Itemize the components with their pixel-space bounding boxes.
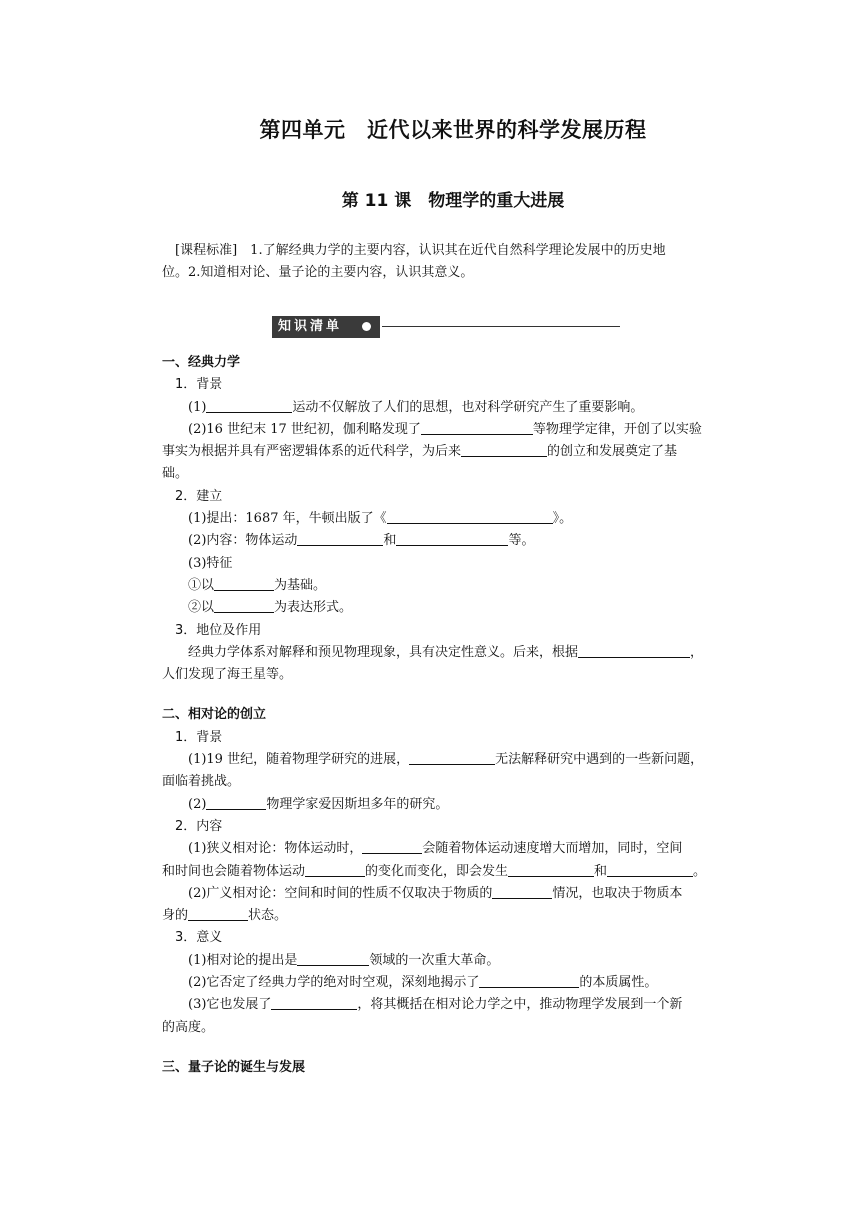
course-standard xyxy=(162,240,742,284)
paragraph: (1)狭义相对论：物体运动时， 会随着物体运动速度增大而增加，同时，空间 xyxy=(162,841,683,857)
banner-rule xyxy=(382,326,620,327)
paragraph: (1)相对论的提出是 领域的一次重大革命。 xyxy=(162,952,500,968)
paragraph: 础。 xyxy=(162,466,189,482)
paragraph: 身的 状态。 xyxy=(162,908,288,924)
paragraph: (2)广义相对论：空间和时间的性质不仅取决于物质的 情况，也取决于物质本 xyxy=(162,885,683,901)
subheading-significance: 3．意义 xyxy=(175,930,223,946)
paragraph: 面临着挑战。 xyxy=(162,774,241,790)
paragraph: (2)16 世纪末 17 世纪初，伽利略发现了 等物理学定律，开创了以实验 xyxy=(162,421,702,437)
fill-blank[interactable] xyxy=(396,531,508,546)
fill-blank[interactable] xyxy=(214,576,274,591)
fill-blank[interactable] xyxy=(409,750,495,765)
fill-blank[interactable] xyxy=(305,862,365,877)
subheading-background: 1．背景 xyxy=(175,729,223,745)
standard-label: [课程标准] xyxy=(175,243,238,258)
fill-blank[interactable] xyxy=(297,531,383,546)
subheading-content: 2．内容 xyxy=(175,818,223,834)
fill-blank[interactable] xyxy=(206,795,266,810)
paragraph: ①以 为基础。 xyxy=(162,577,327,593)
paragraph: 人们发现了海王星等。 xyxy=(162,667,293,683)
fill-blank[interactable] xyxy=(479,973,579,988)
paragraph: 事实为根据并具有严密逻辑体系的近代科学，为后来 的创立和发展奠定了基 xyxy=(162,444,678,460)
paragraph: (3)特征 xyxy=(162,555,233,571)
fill-blank[interactable] xyxy=(607,862,693,877)
standard-line-2: 位。2.知道相对论、量子论的主要内容，认识其意义。 xyxy=(162,265,474,280)
fill-blank[interactable] xyxy=(578,643,690,658)
fill-blank[interactable] xyxy=(206,398,292,413)
unit-title: 第四单元 近代以来世界的科学发展历程 xyxy=(259,118,647,142)
section-title-quantum: 三、量子论的诞生与发展 xyxy=(162,1059,306,1075)
paragraph: 经典力学体系对解释和预见物理现象，具有决定性意义。后来，根据 ， xyxy=(162,644,704,660)
paragraph: (1)19 世纪，随着物理学研究的进展， 无法解释研究中遇到的一些新问题， xyxy=(162,752,704,768)
fill-blank[interactable] xyxy=(214,598,274,613)
paragraph: (1) 运动不仅解放了人们的思想，也对科学研究产生了重要影响。 xyxy=(162,399,644,415)
fill-blank[interactable] xyxy=(492,884,552,899)
subheading-establishment: 2．建立 xyxy=(175,488,223,504)
fill-blank[interactable] xyxy=(362,839,422,854)
section-title-relativity: 二、相对论的创立 xyxy=(162,707,267,723)
banner-label: 知识清单 xyxy=(272,316,380,338)
fill-blank[interactable] xyxy=(461,442,547,457)
fill-blank[interactable] xyxy=(421,420,533,435)
paragraph: 和时间也会随着物体运动 的变化而变化，即会发生 和 。 xyxy=(162,863,707,879)
paragraph: ②以 为表达形式。 xyxy=(162,600,353,616)
paragraph: 的高度。 xyxy=(162,1019,215,1035)
subheading-status-role: 3．地位及作用 xyxy=(175,622,262,638)
fill-blank[interactable] xyxy=(188,906,248,921)
banner-dot-icon xyxy=(362,322,371,331)
paragraph: (2)它否定了经典力学的绝对时空观，深刻地揭示了 的本质属性。 xyxy=(162,975,658,991)
standard-line-1: 1.了解经典力学的主要内容，认识其在近代自然科学理论发展中的历史地 xyxy=(237,243,666,258)
fill-blank[interactable] xyxy=(271,995,357,1010)
paragraph: (2) 物理学家爱因斯坦多年的研究。 xyxy=(162,796,449,812)
fill-blank[interactable] xyxy=(508,862,594,877)
lesson-title: 第 11 课 物理学的重大进展 xyxy=(341,191,565,211)
paragraph: (1)提出：1687 年，牛顿出版了《 》。 xyxy=(162,511,573,527)
section-title-classical-mechanics: 一、经典力学 xyxy=(162,355,241,370)
paragraph: (3)它也发展了 ，将其概括在相对论力学之中，推动物理学发展到一个新 xyxy=(162,997,683,1013)
main-content xyxy=(162,352,742,1079)
fill-blank[interactable] xyxy=(387,509,553,524)
paragraph: (2)内容：物体运动 和 等。 xyxy=(162,533,535,549)
subheading-background: 1．背景 xyxy=(175,377,223,393)
fill-blank[interactable] xyxy=(297,951,369,966)
